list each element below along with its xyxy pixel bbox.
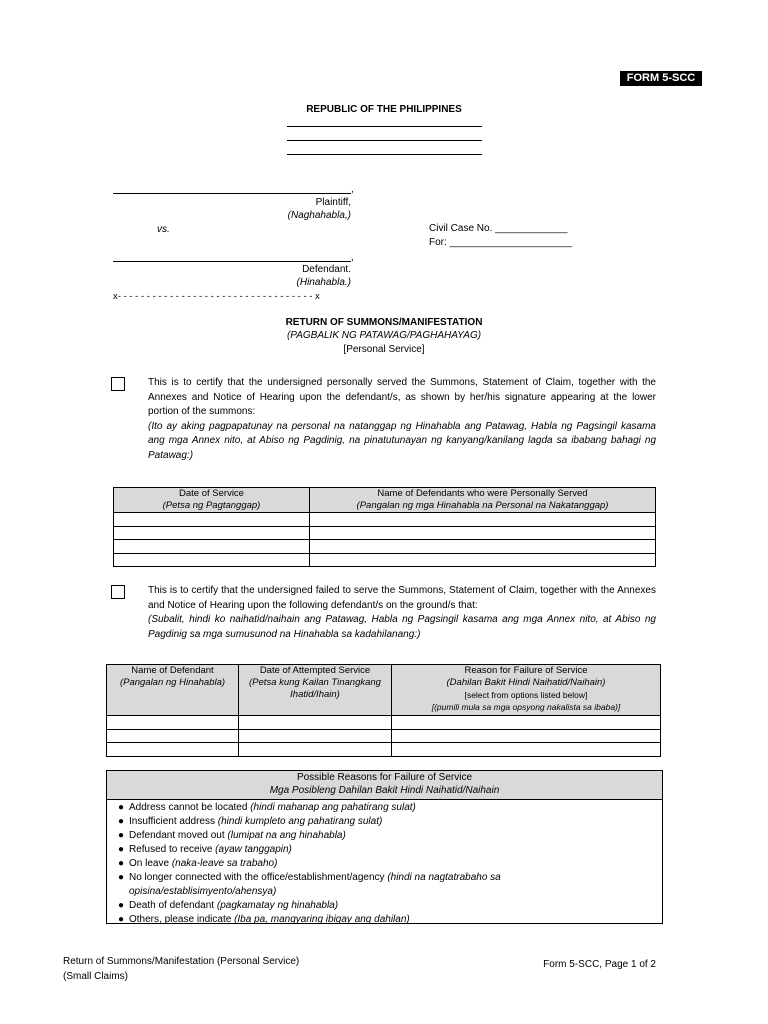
table-cell[interactable] [239, 743, 392, 757]
table-cell[interactable] [310, 553, 656, 567]
table-row [114, 526, 656, 540]
list-item [107, 899, 662, 913]
table-row [114, 513, 656, 527]
table-cell[interactable] [114, 553, 310, 567]
table-cell[interactable] [114, 540, 310, 554]
court-line-3[interactable] [287, 154, 482, 155]
defendant-name-label-tl: (Pangalan ng Hinahabla) [119, 677, 226, 688]
reason-text-tl: (lumipat na ang hinahabla) [227, 830, 346, 841]
served-defendants-label: Name of Defendants who were Personally Served [377, 488, 588, 499]
date-of-service-header [114, 488, 310, 513]
table-header-row [114, 488, 656, 513]
plaintiff-comma: , [351, 184, 354, 195]
document-title-tl: (PAGBALIK NG PATAWAG/PAGHAHAYAG) [286, 330, 482, 341]
table-cell[interactable] [107, 729, 239, 743]
bullet-icon: ● [118, 872, 125, 883]
reason-text-tl: (hindi mahanap ang pahatirang sulat) [250, 802, 416, 813]
attempted-date-label: Date of Attempted Service [259, 665, 371, 676]
footer-left [63, 954, 299, 984]
reason-text-tl: (Iba pa, mangyaring ibigay ang dahilan) [234, 914, 410, 925]
reason-text-tl: (hindi kumpleto ang pahatirang sulat) [217, 816, 383, 827]
court-line-1[interactable] [287, 126, 482, 127]
personal-service-text-tl: (Ito ay aking pagpapatunay na personal na natanggap ng Hinahabla ang Patawag, Habla ng Pagsingil kasama ang mga Annex nito, at Abiso ng Pagdinig, na pinatutunayan ng kanyang/kanilang lagda sa ibabang bahagi ng Patawag:) [148, 420, 656, 461]
personal-service-text: This is to certify that the undersigned personally served the Summons, Statement of Claim, together with the Annexes and Notice of Hearing upon the defendant/s, as shown by her/his signature appearing at the lower portion of the summons: [148, 377, 656, 418]
defendant-name-label: Name of Defendant [131, 665, 214, 676]
personally-served-checkbox[interactable] [111, 377, 125, 391]
bullet-icon: ● [118, 858, 125, 869]
table-cell[interactable] [392, 716, 661, 730]
table-cell[interactable] [239, 729, 392, 743]
list-item [107, 829, 662, 843]
attempted-date-label-tl: (Petsa kung Kailan Tinangkang Ihatid/Ihain) [249, 677, 381, 700]
failure-reason-note-tl: [(pumili mula sa mga opsyong nakalista sa ibaba)] [431, 702, 621, 712]
date-of-service-label: Date of Service [179, 488, 244, 499]
possible-reasons-title: Possible Reasons for Failure of Service [296, 772, 473, 783]
list-item [107, 801, 662, 815]
defendant-name-line[interactable] [113, 261, 351, 262]
possible-reasons-box [106, 770, 663, 924]
possible-reasons-title-tl: Mga Posibleng Dahilan Bakit Hindi Naihatid/Naihain [269, 784, 500, 796]
reason-text-tl: (hindi na nagtatrabaho sa opisina/establisimyento/ahensya) [129, 872, 501, 897]
served-defendants-header [310, 488, 656, 513]
reason-text: Address cannot be located [129, 802, 251, 813]
list-item [107, 871, 662, 899]
table-cell[interactable] [239, 716, 392, 730]
reasons-list [107, 800, 662, 927]
footer-document-type: (Small Claims) [63, 971, 128, 982]
caption-separator: x- - - - - - - - - - - - - - - - - - - - - - - - - - - - - - - - - - x [113, 291, 320, 302]
republic-heading: REPUBLIC OF THE PHILIPPINES [306, 104, 462, 115]
failed-service-text-tl: (Subalit, hindi ko naihatid/naihain ang Patawag, Habla ng Pagsingil kasama ang mga Annex nito, at Abiso ng Pagdinig sa mga sumusunod na Hinahabla sa kadahilanang:) [148, 614, 656, 640]
document-subtitle: [Personal Service] [343, 344, 425, 355]
table-header-row [107, 665, 661, 716]
table-cell[interactable] [114, 526, 310, 540]
failed-service-text: This is to certify that the undersigned failed to serve the Summons, Statement of Claim, together with the Annexes and Notice of Hearing upon the following defendant/s on the ground/s that: [148, 585, 656, 611]
versus-label: vs. [157, 224, 170, 235]
civil-case-number-field[interactable]: Civil Case No. _____________ [429, 223, 568, 234]
bullet-icon: ● [118, 802, 125, 813]
defendant-comma: , [351, 252, 354, 263]
reason-text-tl: (naka-leave sa trabaho) [171, 858, 278, 869]
table-cell[interactable] [310, 513, 656, 527]
date-of-service-label-tl: (Petsa ng Pagtanggap) [162, 500, 261, 511]
defendant-label-tl: (Hinahabla.) [296, 277, 351, 288]
possible-reasons-header [107, 771, 662, 800]
personal-service-statement [148, 376, 656, 464]
plaintiff-label-tl: (Naghahabla,) [287, 210, 351, 221]
bullet-icon: ● [118, 900, 125, 911]
failure-reason-label: Reason for Failure of Service [464, 665, 588, 676]
court-line-2[interactable] [287, 140, 482, 141]
footer-page-number: Form 5-SCC, Page 1 of 2 [543, 959, 656, 970]
table-row [107, 716, 661, 730]
reason-text: Defendant moved out [129, 830, 228, 841]
table-cell[interactable] [392, 729, 661, 743]
failed-service-table [106, 664, 661, 757]
list-item [107, 857, 662, 871]
reason-text: Insufficient address [129, 816, 218, 827]
failure-reason-note: [select from options listed below] [464, 690, 588, 700]
reason-text-tl: (pagkamatay ng hinahabla) [216, 900, 339, 911]
plaintiff-label: Plaintiff, [315, 197, 351, 208]
table-cell[interactable] [392, 743, 661, 757]
reason-text: Refused to receive [129, 844, 216, 855]
table-cell[interactable] [310, 540, 656, 554]
failed-service-statement [148, 584, 656, 642]
bullet-icon: ● [118, 830, 125, 841]
list-item [107, 913, 662, 927]
reason-text: Death of defendant [129, 900, 217, 911]
form-number-tag: FORM 5-SCC [620, 71, 702, 86]
table-row [107, 743, 661, 757]
list-item [107, 815, 662, 829]
table-cell[interactable] [114, 513, 310, 527]
defendant-label: Defendant. [302, 264, 351, 275]
served-defendants-table [113, 487, 656, 567]
bullet-icon: ● [118, 914, 125, 925]
list-item [107, 843, 662, 857]
table-row [114, 553, 656, 567]
table-row [107, 729, 661, 743]
footer-document-name: Return of Summons/Manifestation (Personal Service) [63, 956, 300, 967]
table-cell[interactable] [107, 743, 239, 757]
failed-service-checkbox[interactable] [111, 585, 125, 599]
bullet-icon: ● [118, 844, 125, 855]
bullet-icon: ● [118, 816, 125, 827]
reason-text: On leave [129, 858, 172, 869]
case-for-field[interactable]: For: ______________________ [429, 237, 572, 248]
served-defendants-label-tl: (Pangalan ng mga Hinahabla na Personal na Nakatanggap) [356, 500, 609, 511]
failure-reason-header [392, 665, 661, 716]
reason-text-tl: (ayaw tanggapin) [215, 844, 292, 855]
reason-text: Others, please indicate [129, 914, 235, 925]
failure-reason-label-tl: (Dahilan Bakit Hindi Naihatid/Naihain) [446, 677, 606, 688]
table-row [114, 540, 656, 554]
attempted-date-header [239, 665, 392, 716]
table-cell[interactable] [310, 526, 656, 540]
plaintiff-name-line[interactable] [113, 193, 351, 194]
reason-text: No longer connected with the office/establishment/agency [129, 872, 388, 883]
document-title: RETURN OF SUMMONS/MANIFESTATION [285, 317, 483, 328]
defendant-name-header [107, 665, 239, 716]
table-cell[interactable] [107, 716, 239, 730]
